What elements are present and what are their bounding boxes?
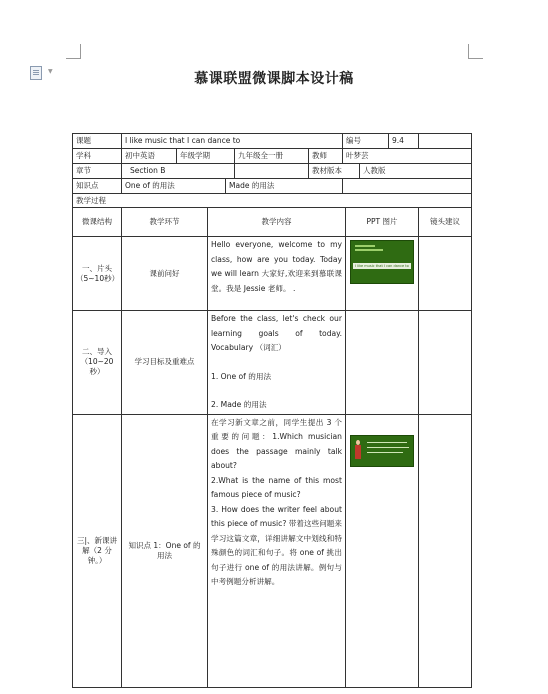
chevron-down-icon[interactable]: ▼ [48, 68, 53, 75]
col-content: 教学内容 [208, 208, 346, 237]
topic-label: 课题 [73, 134, 122, 149]
section-1-content: Hello everyone, welcome to my class, how are you today. Today we will learn 大家好,欢迎来到慕联课堂。我是 Jessie 老师。 . [208, 237, 346, 311]
slide-1-text: I like music that I can dance to [355, 264, 409, 268]
subject-label: 学科 [73, 149, 122, 164]
col-camera: 镜头建议 [419, 208, 472, 237]
grade-value: 九年级全一册 [235, 149, 309, 163]
section-3-content: 在学习新文章之前，同学生提出 3 个重要的问题：1.Which musician does the passage mainly talk about? 2.What is the name of this most famous piece of music? 3. How does the writer feel about this piece of music? 带着这些问题来学习这篇文章，详细讲解文中划线和特殊颜色的词汇和句子。将 one of 挑出句子进行 one of 的用法讲解。例句与中考例题分析讲解。 [208, 414, 346, 687]
musician-figure [354, 440, 362, 462]
knowledge-row [73, 179, 472, 194]
col-structure: 微课结构 [73, 208, 122, 237]
section-2-step: 学习目标及重难点 [122, 311, 208, 415]
semester-label: 年级学期 [177, 149, 235, 163]
knowledge-value-2: Made 的用法 [226, 179, 343, 193]
script-table [72, 133, 472, 688]
chapter-label: 章节 [73, 164, 122, 179]
section-3-camera [419, 414, 472, 687]
col-ppt: PPT 图片 [346, 208, 419, 237]
crop-mark-top-right [468, 44, 483, 59]
subject-value: 初中英语 [122, 149, 177, 163]
section-2-structure: 二、导入（10~20秒） [73, 311, 122, 415]
ppt-slide-2[interactable] [350, 435, 414, 467]
number-label: 编号 [343, 134, 389, 148]
document-title: 慕课联盟微课脚本设计稿 [194, 71, 354, 87]
process-label: 教学过程 [73, 194, 472, 208]
section-2-ppt [346, 311, 419, 415]
section-3-step: 知识点 1：One of 的用法 [122, 414, 208, 687]
knowledge-value: One of 的用法 [122, 179, 226, 193]
textbook-label: 教材版本 [309, 164, 360, 178]
knowledge-label: 知识点 [73, 179, 122, 194]
teacher-label: 教师 [309, 149, 343, 163]
teacher-value: 叶梦芸 [346, 151, 369, 160]
textbook-value: 人教版 [363, 166, 386, 175]
process-row [73, 194, 472, 208]
section-1-camera [419, 237, 472, 311]
section-3-structure: 三|、新课讲解（2 分钟。） [73, 414, 122, 687]
section-1-ppt [346, 237, 419, 311]
section-3-ppt [346, 414, 419, 687]
ppt-slide-1[interactable] [350, 240, 414, 284]
header-row [73, 208, 472, 237]
section-2-camera [419, 311, 472, 415]
chapter-value: Section B [122, 164, 235, 178]
number-value: 9.4 [392, 136, 404, 145]
section-row-1 [73, 237, 472, 311]
section-1-step: 课前问好 [122, 237, 208, 311]
section-1-structure: 一、片头（5~10秒） [73, 237, 122, 311]
col-step: 教学环节 [122, 208, 208, 237]
section-row-3 [73, 414, 472, 687]
topic-value: I like music that I can dance to [122, 134, 343, 148]
topic-row [73, 134, 472, 149]
chapter-row [73, 164, 472, 179]
crop-mark-top-left [66, 44, 81, 59]
section-row-2 [73, 311, 472, 415]
section-2-content: Before the class, let's check our learning goals of today. Vocabulary （词汇） 1. One of 的用法 2. Made 的用法 [208, 311, 346, 415]
subject-row [73, 149, 472, 164]
